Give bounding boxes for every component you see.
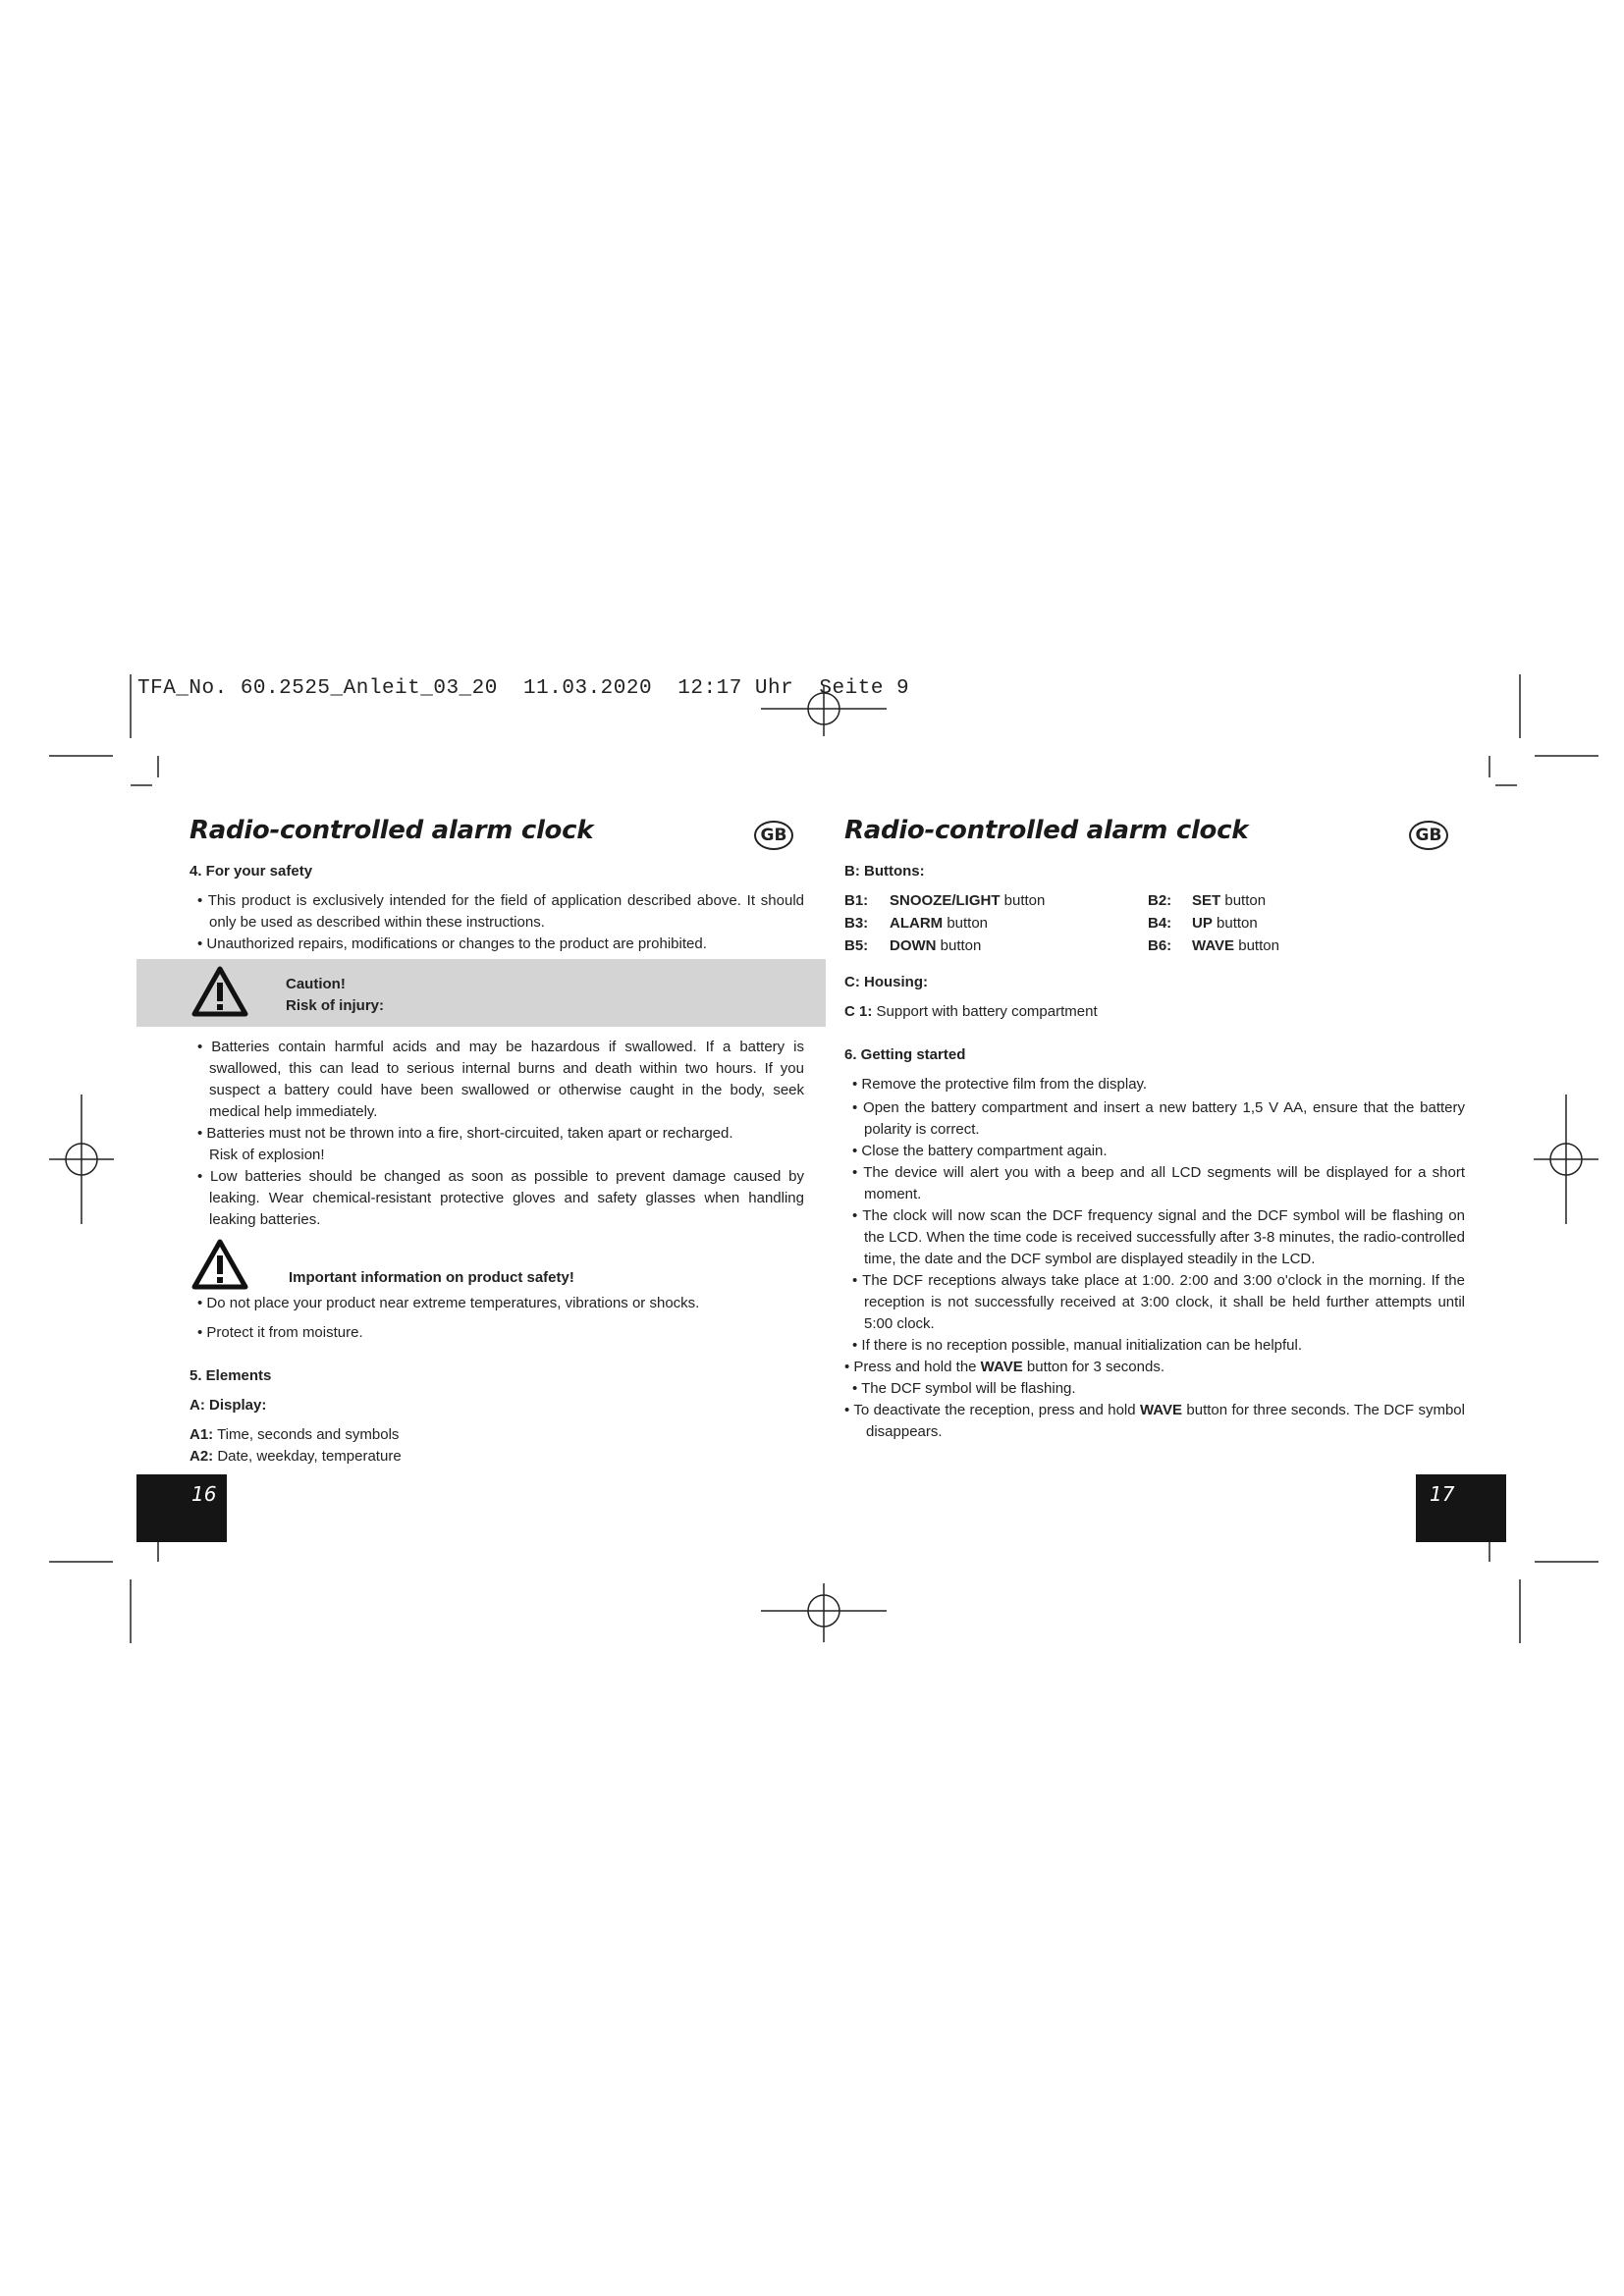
page-number-box bbox=[1416, 1474, 1506, 1542]
element-description: Support with battery compartment bbox=[872, 1003, 1098, 1020]
right-page-title: Radio-controlled alarm clock bbox=[844, 816, 1249, 845]
right-buttons-block bbox=[844, 861, 1465, 1443]
button-description: ALARM button bbox=[890, 915, 989, 932]
left-language-badge: GB bbox=[754, 821, 793, 850]
list-item: • Close the battery compartment again. bbox=[852, 1143, 1108, 1159]
button-code: B3: bbox=[844, 915, 869, 932]
button-description: SNOOZE/LIGHT button bbox=[890, 892, 1046, 909]
element-code: A1: bbox=[189, 1426, 214, 1443]
button-code: B5: bbox=[844, 937, 869, 954]
button-description: WAVE button bbox=[1192, 937, 1279, 954]
element-a2 bbox=[189, 1446, 804, 1468]
list-item: • Do not place your product near extreme temperatures, vibrations or shocks. bbox=[197, 1295, 700, 1311]
slug-line: TFA_No. 60.2525_Anleit_03_20 11.03.2020 12:17 Uhr Seite 9 bbox=[137, 677, 910, 700]
buttons-table bbox=[844, 890, 1279, 958]
caution-banner bbox=[136, 959, 826, 1027]
list-item: • To deactivate the reception, press and hold WAVE button for three seconds. The DCF symbol disappears. bbox=[844, 1402, 1465, 1440]
button-code: B2: bbox=[1148, 892, 1172, 909]
caution-title: Caution! bbox=[286, 976, 346, 992]
registration-mark-right bbox=[1534, 1095, 1598, 1224]
section-heading-elements: 5. Elements bbox=[189, 1367, 272, 1384]
button-code: B6: bbox=[1148, 937, 1172, 954]
list-item: • Protect it from moisture. bbox=[197, 1324, 363, 1341]
list-item: • Remove the protective film from the display. bbox=[852, 1076, 1148, 1093]
list-item: • The clock will now scan the DCF frequency signal and the DCF symbol will be flashing on the LCD. When the time code is received successfully after 3-8 minutes, the radio-controlled time, the date and the DCF symbol are displayed steadily in the LCD. bbox=[852, 1207, 1465, 1267]
left-page-title: Radio-controlled alarm clock bbox=[189, 816, 594, 845]
left-battery-block bbox=[189, 1037, 804, 1231]
table-row bbox=[844, 913, 1279, 935]
element-c1 bbox=[844, 1001, 1465, 1023]
element-a1 bbox=[189, 1424, 804, 1446]
list-item: • Batteries contain harmful acids and may be hazardous if swallowed. If a battery is swallowed, this can lead to serious internal burns and death within two hours. If you suspect a battery could have been swallowed or otherwise caught in the body, seek medical help immediately. bbox=[197, 1039, 804, 1120]
subsection-heading-housing: C: Housing: bbox=[844, 974, 928, 990]
caution-subtitle: Risk of injury: bbox=[286, 997, 385, 1014]
button-description: UP button bbox=[1192, 915, 1258, 932]
page-number: 17 bbox=[1430, 1482, 1455, 1506]
list-item: • Unauthorized repairs, modifications or changes to the product are prohibited. bbox=[197, 935, 707, 952]
list-item: • Press and hold the WAVE button for 3 seconds. bbox=[844, 1359, 1164, 1375]
warning-icon bbox=[191, 966, 248, 1017]
list-item: • Batteries must not be thrown into a fire, short-circuited, taken apart or recharged. bbox=[197, 1125, 733, 1142]
element-code: C 1: bbox=[844, 1003, 873, 1020]
list-item: • The DCF symbol will be flashing. bbox=[852, 1380, 1076, 1397]
subsection-heading-buttons: B: Buttons: bbox=[844, 863, 925, 880]
table-row bbox=[844, 890, 1279, 913]
list-item: • Open the battery compartment and insert a new battery 1,5 V AA, ensure that the battery polarity is correct. bbox=[852, 1099, 1465, 1138]
section-heading-getting-started: 6. Getting started bbox=[844, 1046, 966, 1063]
left-safety-block bbox=[189, 861, 804, 955]
list-item: • The DCF receptions always take place at 1:00. 2:00 and 3:00 o'clock in the morning. If the reception is not successfully received at 3:00 clock, it shall be held further attempts until 5:00 clock. bbox=[852, 1272, 1465, 1332]
subsection-heading-display: A: Display: bbox=[189, 1397, 267, 1414]
page-number-box bbox=[136, 1474, 227, 1542]
element-description: Time, seconds and symbols bbox=[213, 1426, 400, 1443]
list-item: • This product is exclusively intended for the field of application described above. It should only be used as described within these instructions. bbox=[197, 892, 804, 931]
table-row bbox=[844, 935, 1279, 958]
registration-mark-left bbox=[49, 1095, 114, 1224]
list-item: • Low batteries should be changed as soon as possible to prevent damage caused by leaking. Wear chemical-resistant protective gloves and safety glasses when handling leaking batteries. bbox=[197, 1168, 804, 1228]
button-code: B4: bbox=[1148, 915, 1172, 932]
element-code: A2: bbox=[189, 1448, 214, 1465]
registration-mark-bottom bbox=[761, 1583, 887, 1642]
warning-icon bbox=[191, 1239, 248, 1290]
registration-mark-top bbox=[761, 685, 887, 736]
button-description: DOWN button bbox=[890, 937, 982, 954]
button-code: B1: bbox=[844, 892, 869, 909]
list-item: • If there is no reception possible, manual initialization can be helpful. bbox=[852, 1337, 1303, 1354]
left-important-block bbox=[189, 1293, 804, 1468]
section-heading-safety: 4. For your safety bbox=[189, 863, 313, 880]
button-description: SET button bbox=[1192, 892, 1267, 909]
element-description: Date, weekday, temperature bbox=[213, 1448, 402, 1465]
right-language-badge: GB bbox=[1409, 821, 1448, 850]
list-item: • The device will alert you with a beep and all LCD segments will be displayed for a short moment. bbox=[852, 1164, 1465, 1202]
list-item-note: Risk of explosion! bbox=[209, 1147, 325, 1163]
page-number: 16 bbox=[191, 1482, 217, 1506]
important-info-heading: Important information on product safety! bbox=[289, 1269, 574, 1286]
